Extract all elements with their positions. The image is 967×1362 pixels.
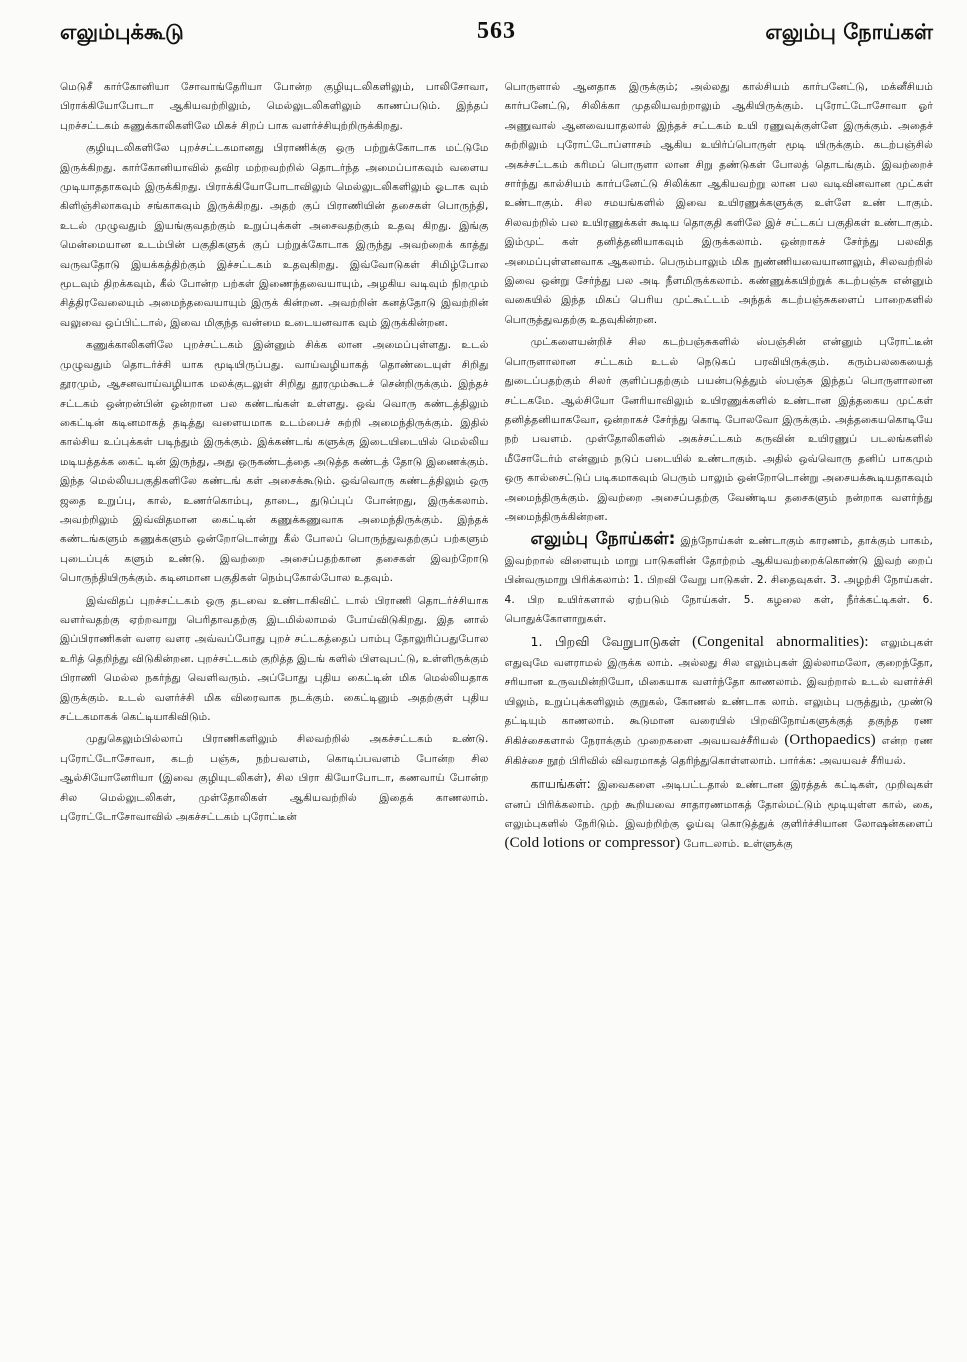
paragraph: முட்களையன்றிச் சில கடற்பஞ்சுகளில் ஸ்பஞ்சின் என்னும் புரோட்டீன் பொருளாலான சட்டகம் உடல் நெடுகப் பரவியிருக்கும். கரும்பலகையைத் துடைப்பதற்கும் சிலர் குளிப்பதற்கும் பயன்படுத்தும் ஸ்பஞ்சு இந்தப் பொருளாலான சட்டகமே. ஆல்சியோ னேரியாவிலும் உயிரணுக்களில் உண்டான இத்தகைய முட்கள் தனித்தனியாகவோ, ஒன்றாகச் சேர்ந்து கொடி போலவோ இருக்கும். அத்தகையகொடியே நற் பவளம். முள்தோலிகளில் அகச்சட்டகம் கருவின் உயிரணுப் படலங்களில் மீசோடேர்ம் என்னும் நடுப் படையில் உண்டாகும். அதில் ஒவ்வொரு தனிப் பாகமும் ஒரு கால்சைட்டுப் படிகமாகவும் பெரும் பாலும் ஒன்றோடொன்று அசையக்கூடியதாகவும் அமைந்திருக்கும். இவற்றை அசைப்பதற்கு வேண்டிய தசைகளும் நன்றாக வளர்ந்து அமைந்திருக்கின்றன. — [504, 336, 933, 523]
running-header — [60, 14, 933, 56]
subsection-heading: 1. பிறவி வேறுபாடுகள் — [530, 634, 681, 650]
header-left-title: எலும்புக்கூடு — [60, 20, 184, 44]
paragraph: இவ்விதப் புறச்சட்டகம் ஒரு தடவை உண்டாகிவிட் டால் பிராணி தொடர்ச்சியாக வளர்வதற்கு ஏற்றவாறு பெரிதாவதற்கு இடமில்லாமல் போய்விடுகிறது. இத னால் இப்பிராணிகள் வளர வளர அவ்வப்போது புறச் சட்டகத்தைப் பாம்பு தோலுரிப்பதுபோல உரித் தெறிந்து விடுகின்றன. புறச்சட்டகம் குறித்த இடங் களில் பிளவுபட்டு, உள்ளிருக்கும் பிராணி மெல்ல நகர்ந்து வெளிவரும். அப்போது புதிய கைட்டின் மிக மெல்லியதாக இருக்கும். உடல் வளர்ச்சி மிக விரைவாக நடக்கும். கைட்டினும் அதற்குள் புதிய சட்டகமாகக் கெட்டியாகிவிடும். — [60, 594, 489, 723]
paragraph: பொருளால் ஆனதாக இருக்கும்; அல்லது கால்சியம் கார்பனேட்டு, மக்னீசியம் கார்பனேட்டு, சிலிக்கா முதலியவற்றாலும் ஆகியிருக்கும். புரோட்டோசோவா ஓர் அணுவால் ஆனவையாதலால் இந்தச் சட்டகம் உயி ரணுவுக்குள்ளே இருக்கும். அதைச் சுற்றிலும் புரோட்டோப்ளாசம் ஆகிய உயிர்ப்பொருள் மூடி யிருக்கும். கடற்பஞ்சில் அகச்சட்டகம் கரிமப் பொருளா லான சிறு தண்டுகள் போலத் தொடங்கும். இவற்றைச் சார்ந்து கால்சியம் கார்பனேட்டு சிலிக்கா ஆகியவற்று லான பல வடிவினவான முட்கள் உண்டாகும். சில சமயங்களில் இவை உயிரணுக்களுக்கு உள்ளே உண் டாகும். சிலவற்றில் பல உயிரணுக்கள் கூடிய தொகுதி களிலே இச் சட்டகப் பகுதிகள் உண்டாகும். இம்முட் கள் தனித்தனியாகவும் இருக்கலாம். ஒன்றாகச் சேர்ந்து பலவித அமைப்புள்ளனவாக ஆகலாம். பெரும்பாலும் மிக நுண்ணியவையானாலும், சிலவற்றில் இவை ஒன்று சேர்ந்து பல அடி நீளமிருக்கலாம். கண்ணுக்கயிற்றுக் கடற்பஞ்சு என்னும் வகையில் இந்த மிகப் பெரிய முட்கூட்டம் அந்தக் கடற்பஞ்சுகளைப் பாறைகளில் பொருத்துவதற்கு உதவுகின்றன. — [504, 81, 933, 326]
page-number: 563 — [477, 18, 516, 44]
section-paragraph — [505, 530, 934, 629]
left-column — [60, 78, 489, 1343]
paragraph-text: எலும்புகள் எதுவுமே வளராமல் இருக்க லாம். அல்லது சில எலும்புகள் இல்லாமலோ, குறைந்தோ, சரியான உருவமின்றியோ, மிகையாக வளர்ந்தோ காணலாம். இவற்றால் உடல் வளர்ச்சி யிலும், உறுப்புக்களிலும் குறுகல், கோணல் உண்டாக லாம். எலும்பு பருத்தும், முண்டு தட்டியும் காணலாம். கூடுமான வரையில் பிறவிநோய்களுக்குத் தகுந்த ரண சிகிச்சைகளால் நேராக்கும் முறைகளை அவயவச்சீரியல் — [504, 637, 933, 748]
english-term: (Congenital abnormalities): — [692, 634, 869, 651]
english-term: (Orthopaedics) — [784, 732, 876, 749]
paragraph: குழியுடலிகளிலே புறச்சட்டகமானது பிராணிக்கு ஒரு பற்றுக்கோடாக மட்டுமே இருக்கிறது. கார்கோனியாவில் தவிர மற்றவற்றில் தொடர்ந்த அமைப்பாகவும் வளைய முடியாததாகவும் இருக்கிறது. பிராக்கியோபோடாவிலும் மெல்லுடலிகளிலும் ஓடாக வும் கிளிஞ்சிலாகவும் சங்காகவும் இருக்கிறது. அதற் குப் பிராணியின் தசைகள் பொருந்தி, உடல் முழுவதும் இயங்குவதற்கும் உறுப்புக்கள் அசைவதற்கும் உதவு கிறது. இங்கு மென்மையான உடம்பின் பகுதிகளுக் குப் பற்றுக்கோடாக இருந்து அவற்றைக் காத்து வருவதோடு இயக்கத்திற்கும் இச்சட்டகம் உதவுகிறது. இவ்வோடுகள் சிமிழ்போல மூடவும் திறக்கவும், கீல் போன்ற பற்கள் இணைந்தவையாயும், அழகிய வடிவும் நிறமும் சித்திரவேலையும் அமைந்தவையாயும் இருக் கின்றன. அவற்றின் கனத்தோடு இவற்றின் வலுவை ஒப்பிட்டால், இவை மிகுந்த வன்மை உடையனவாக வும் இருக்கின்றன. — [60, 142, 489, 329]
text-columns — [60, 78, 933, 1343]
paragraph: மெடுசீ கார்கோனியா சோவாங்தேரியா போன்ற குழியுடலிகளிலும், பாலிசோவா, பிராக்கியோபோடா ஆகியவற்றிலும், மெல்லுடலிகளிலும் காணப்படும். இந்தப் புறச்சட்டகம் கணுக்காலிகளிலே மிகச் சிறப் பாக வளர்ச்சியுற்றிருக்கிறது. — [60, 81, 489, 132]
paragraph-text: இந்நோய்கள் உண்டாகும் காரணம், தாக்கும் பாகம், இவற்றால் விளையும் மாறு பாடுகளின் தோற்றம் ஆகியவற்றைக்கொண்டு இவற் றைப் பின்வருமாறு பிரிக்கலாம்: 1. பிறவி வேறு பாடுகள். 2. சிதைவுகள். 3. அழற்சி நோய்கள். 4. பிற உயிர்களால் ஏற்படும் நோய்கள். 5. கழலை கள், நீர்க்கட்டிகள். 6. பொதுக்கோளாறுகள். — [504, 535, 933, 625]
subsection-paragraph — [505, 774, 934, 855]
paragraph-text: இவைகளை அடிபட்டதால் உண்டான இரத்தக் கட்டிகள், முறிவுகள் எனப் பிரிக்கலாம். முற் கூறியவை சாதாரணமாகத் தோல்மட்டும் மூடியுள்ள கால், கை, எலும்புகளில் நேரிடும். இவற்றிற்கு ஓய்வு கொடுத்துக் குளிர்ச்சியான லோஷன்களைப் — [504, 779, 933, 831]
right-column — [505, 78, 934, 1343]
paragraph: கணுக்காலிகளிலே புறச்சட்டகம் இன்னும் சிக்க லான அமைப்புள்ளது. உடல் முழுவதும் தொடர்ச்சி யாக மூடியிருப்பது. வாய்வழியாகத் தொண்டையுள் சிறிது தூரமும், ஆசனவாய்வழியாக மலக்குடலுள் சிறிது தூரமும்கூடச் சென்றிருக்கும். இந்தச் சட்டகம் ஒன்றன்பின் ஒன்றான பல கண்டங்கள் உள்ளது. ஒவ் வொரு கண்டத்திலும் கைட்டின் கடினமாகத் தடித்து வளையமாக உடம்பைச் சுற்றி அமைந்திருக்கும். இதில் கால்சிய உப்புக்கள் படிந்தும் இருக்கும். இக்கண்டங் களுக்கு இடையிடையில் மெல்லிய மடியத்தக்க கைட் டின் இருந்து, அது ஒருகண்டத்தை அடுத்த கண்டத் தோடு இணைக்கும். இந்த மெல்லியபகுதிகளிலே கண்டங் கள் அசைக்கூடும். ஒவ்வொரு கண்டத்திலும் ஒரு ஜதை உறுப்பு, கால், உணர்கொம்பு, தாடை, துடுப்புப் போன்றது, இருக்கலாம். அவற்றிலும் இவ்விதமான கைட்டின் கணுக்கணுவாக அமைந்திருக்கும். இந்தக் கண்டங்களும் கணுக்களும் ஒன்றோடொன்று கீல் போலப் பொருந்துவதற்குப் பற்களும் புடைப்புக் களும் உண்டு. இவற்றை அசைப்பதற்கான தசைகள் இவற்றோடு பொருந்தியிருக்கும். கடினமான பகுதிகள் நெம்புகோல்போல உதவும். — [60, 339, 489, 585]
paragraph-text: போடலாம். உள்ளுக்கு — [683, 838, 793, 851]
paragraph: முதுகெலும்பில்லாப் பிராணிகளிலும் சிலவற்றில் அகச்சட்டகம் உண்டு. புரோட்டோசோவா, கடற் பஞ்சு, நற்பவளம், கொடிப்பவளம் போன்ற சில ஆல்சியோனேரியா (இவை குழியுடலிகள்), சில பிரா கியோபோடா, கணவாய் போன்ற சில மெல்லுடலிகள், முள்தோலிகள் ஆகியவற்றில் இதைக் காணலாம். புரோட்டோசோவாவில் அகச்சட்டகம் புரோட்டீன் — [60, 733, 489, 824]
subsection-paragraph — [505, 632, 934, 771]
section-heading: எலும்பு நோய்கள்: — [530, 529, 676, 550]
english-term: (Cold lotions or compressor) — [504, 835, 681, 852]
header-right-title: எலும்பு நோய்கள் — [765, 20, 933, 44]
paragraph-text: என்ற ரண சிகிச்சை நூற் பிரிவில் விவரமாகத் தெரிந்துகொள்ளலாம். பார்க்க: அவயவச் சீரியல். — [504, 735, 933, 767]
subsection-heading: காயங்கள்: — [530, 776, 591, 792]
